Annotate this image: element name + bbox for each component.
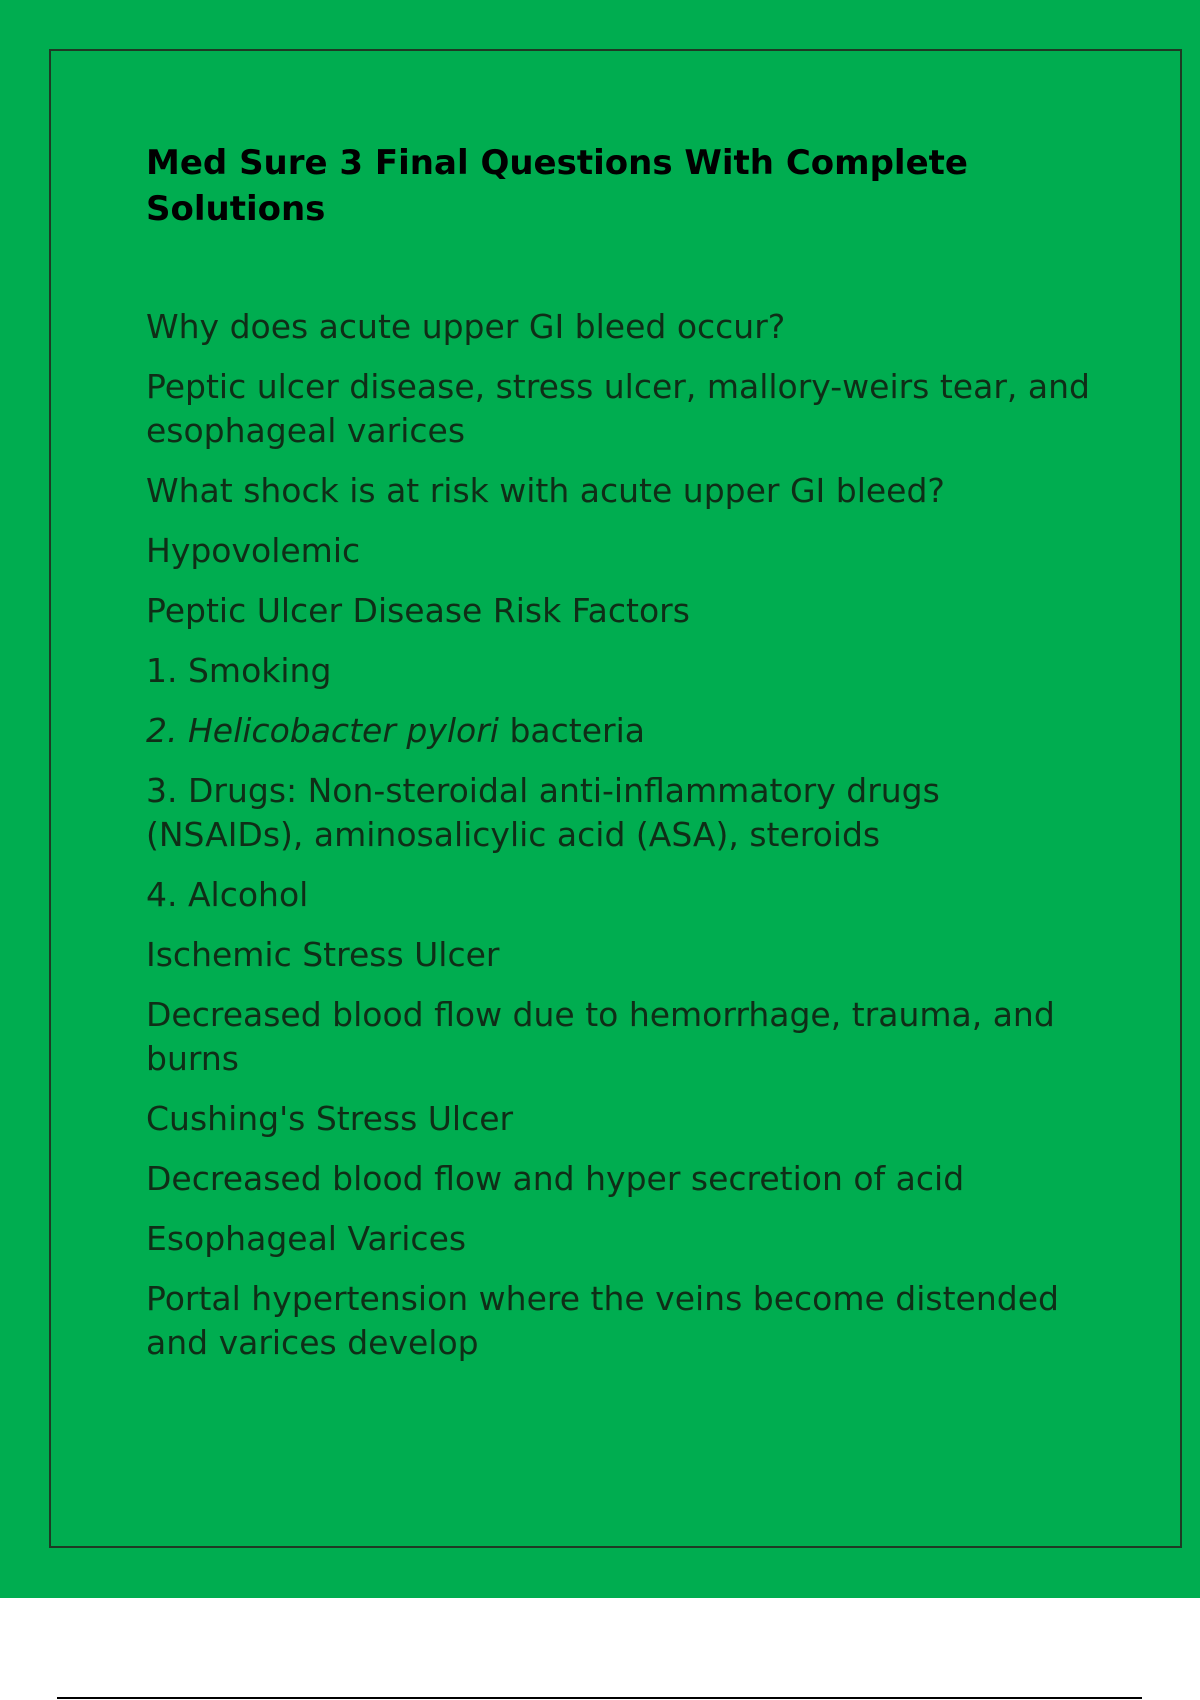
document-content [146,140,1106,1381]
list-item-rest: bacteria [498,711,645,750]
section-heading: Esophageal Varices [146,1219,467,1258]
section-heading: Peptic Ulcer Disease Risk Factors [146,591,690,630]
question-text: What shock is at risk with acute upper GI bleed? [146,471,945,510]
list-item [146,709,1106,753]
answer-text: Decreased blood flow and hyper secretion of acid [146,1159,965,1198]
italic-term: 2. Helicobacter pylori [146,711,499,750]
list-item: 1. Smoking [146,651,332,690]
answer-text: Hypovolemic [146,531,361,570]
question-text: Why does acute upper GI bleed occur? [146,307,786,346]
section-heading: Cushing's Stress Ulcer [146,1099,514,1138]
list-item: 3. Drugs: Non-steroidal anti-inflammatory drugs (NSAIDs), aminosalicylic acid (ASA), steroids [146,771,940,854]
answer-text: Decreased blood flow due to hemorrhage, trauma, and burns [146,995,1055,1078]
answer-text: Portal hypertension where the veins become distended and varices develop [146,1279,1059,1362]
list-item: 4. Alcohol [146,875,309,914]
section-heading: Ischemic Stress Ulcer [146,935,500,974]
page-divider [57,1697,1142,1699]
answer-text: Peptic ulcer disease, stress ulcer, mallory-weirs tear, and esophageal varices [146,367,1090,450]
document-title: Med Sure 3 Final Questions With Complete Solutions [146,143,968,229]
